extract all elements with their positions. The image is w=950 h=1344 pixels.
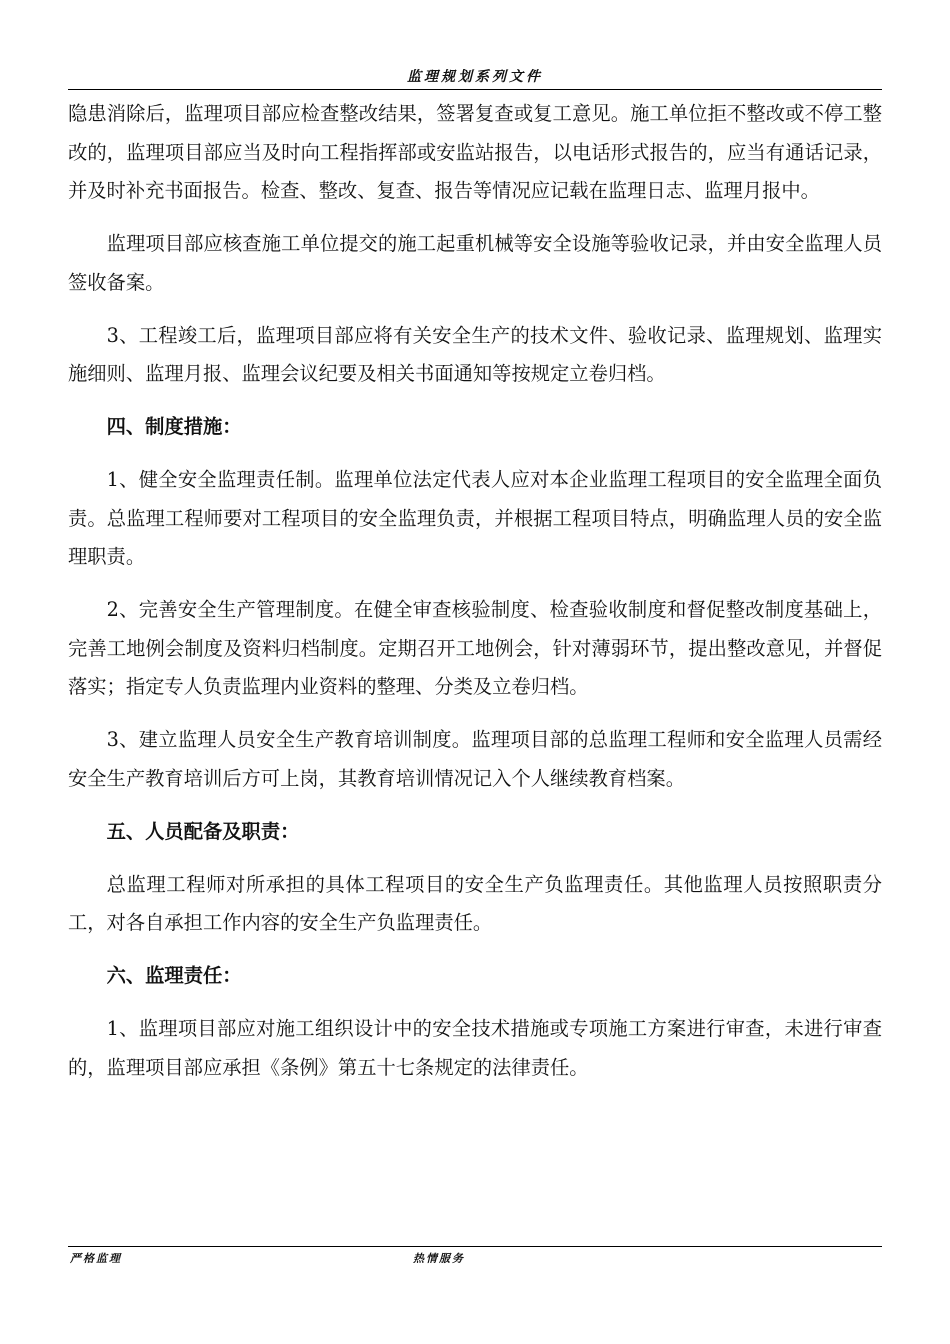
- paragraph-staffing: 总监理工程师对所承担的具体工程项目的安全生产负监理责任。其他监理人员按照职责分工，对各自承担工作内容的安全生产负监理责任。: [68, 872, 882, 934]
- paragraph-liability: 1、监理项目部应对施工组织设计中的安全技术措施或专项施工方案进行审查，未进行审查的，监理项目部应承担《条例》第五十七条规定的法律责任。: [68, 1017, 882, 1079]
- section-heading-5: 五、人员配备及职责：: [106, 819, 300, 843]
- paragraph-equipment-acceptance: 监理项目部应核查施工单位提交的施工起重机械等安全设施等验收记录，并由安全监理人员签收备案。: [68, 232, 882, 294]
- paragraph-training-system: 3、建立监理人员安全生产教育培训制度。监理项目部的总监理工程师和安全监理人员需经安全生产教育培训后方可上岗，其教育培训情况记入个人继续教育档案。: [68, 728, 882, 790]
- paragraph-management-system: 2、完善安全生产管理制度。在健全审查核验制度、检查验收制度和督促整改制度基础上，完善工地例会制度及资料归档制度。定期召开工地例会，针对薄弱环节，提出整改意见，并督促落实；指定专人负责监理内业资料的整理、分类及立卷归档。: [68, 598, 882, 698]
- footer-rule: [68, 1246, 882, 1247]
- header-rule: [68, 89, 882, 90]
- footer-left-motto: 严格监理: [70, 1252, 122, 1265]
- paragraph-archiving: 3、工程竣工后，监理项目部应将有关安全生产的技术文件、验收记录、监理规划、监理实施细则、监理月报、监理会议纪要及相关书面通知等按规定立卷归档。: [68, 323, 882, 385]
- document-body: [68, 95, 882, 1102]
- paragraph-continuation: 隐患消除后，监理项目部应检查整改结果，签署复查或复工意见。施工单位拒不整改或不停工整改的，监理项目部应当及时向工程指挥部或安监站报告，以电话形式报告的，应当有通话记录，并及时补充书面报告。检查、整改、复查、报告等情况应记载在监理日志、监理月报中。: [68, 102, 882, 202]
- header-title: 监理规划系列文件: [407, 69, 543, 85]
- section-heading-6: 六、监理责任：: [106, 964, 242, 987]
- paragraph-responsibility-system: 1、健全安全监理责任制。监理单位法定代表人应对本企业监理工程项目的安全监理全面负责。总监理工程师要对工程项目的安全监理负责，并根据工程项目特点，明确监理人员的安全监理职责。: [68, 468, 882, 568]
- footer-right-motto: 热情服务: [413, 1252, 465, 1265]
- section-heading-4: 四、制度措施：: [106, 415, 242, 438]
